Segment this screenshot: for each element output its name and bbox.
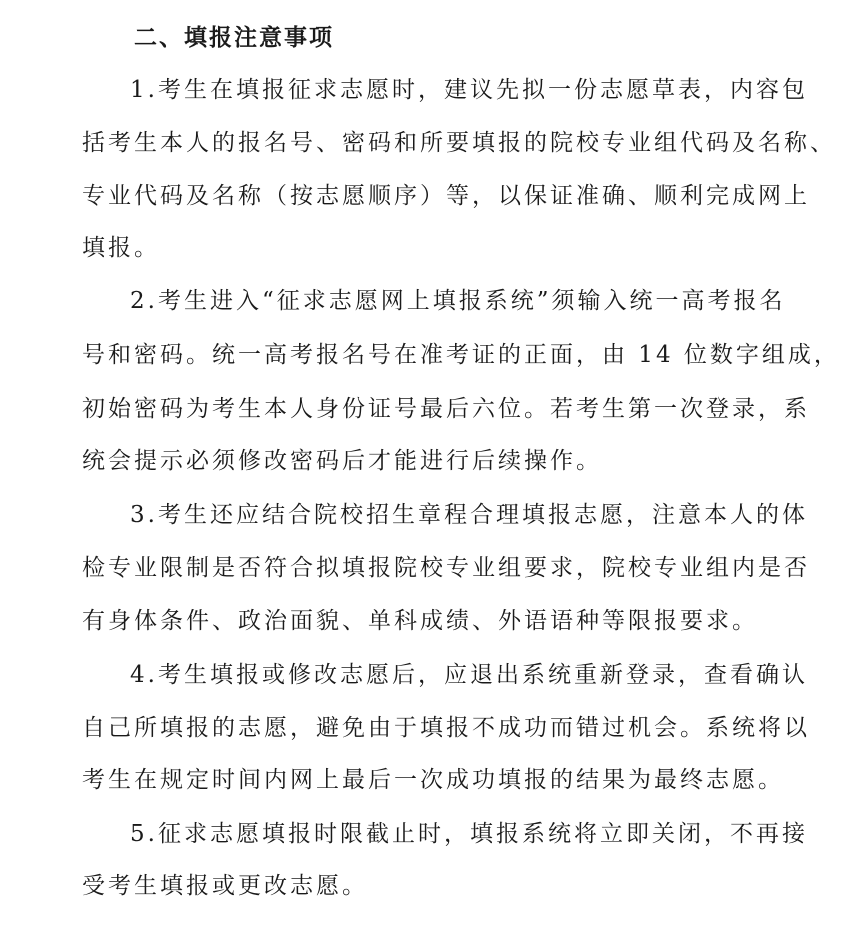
section-heading: 二、填报注意事项 <box>134 25 334 51</box>
item-1-line-4: 填报。 <box>82 235 160 261</box>
item-5-line-1: 5.征求志愿填报时限截止时，填报系统将立即关闭，不再接 <box>130 821 808 847</box>
item-2-line-3: 初始密码为考生本人身份证号最后六位。若考生第一次登录，系 <box>82 396 810 422</box>
item-3-line-2: 检专业限制是否符合拟填报院校专业组要求，院校专业组内是否 <box>82 555 810 581</box>
item-4-line-3: 考生在规定时间内网上最后一次成功填报的结果为最终志愿。 <box>82 767 784 793</box>
item-1-line-2: 括考生本人的报名号、密码和所要填报的院校专业组代码及名称、 <box>82 130 836 156</box>
item-5-line-2: 受考生填报或更改志愿。 <box>82 873 368 899</box>
item-4-line-2: 自己所填报的志愿，避免由于填报不成功而错过机会。系统将以 <box>82 715 810 741</box>
item-1-line-3: 专业代码及名称（按志愿顺序）等，以保证准确、顺利完成网上 <box>82 183 810 209</box>
item-2-line-1: 2.考生进入“征求志愿网上填报系统”须输入统一高考报名 <box>130 288 786 314</box>
item-3-line-1: 3.考生还应结合院校招生章程合理填报志愿，注意本人的体 <box>130 502 808 528</box>
item-2-line-2: 号和密码。统一高考报名号在准考证的正面，由 14 位数字组成， <box>82 342 840 368</box>
item-2-line-4: 统会提示必须修改密码后才能进行后续操作。 <box>82 448 602 474</box>
item-3-line-3: 有身体条件、政治面貌、单科成绩、外语语种等限报要求。 <box>82 608 758 634</box>
item-1-line-1: 1.考生在填报征求志愿时，建议先拟一份志愿草表，内容包 <box>130 77 808 103</box>
item-4-line-1: 4.考生填报或修改志愿后，应退出系统重新登录，查看确认 <box>130 662 808 688</box>
